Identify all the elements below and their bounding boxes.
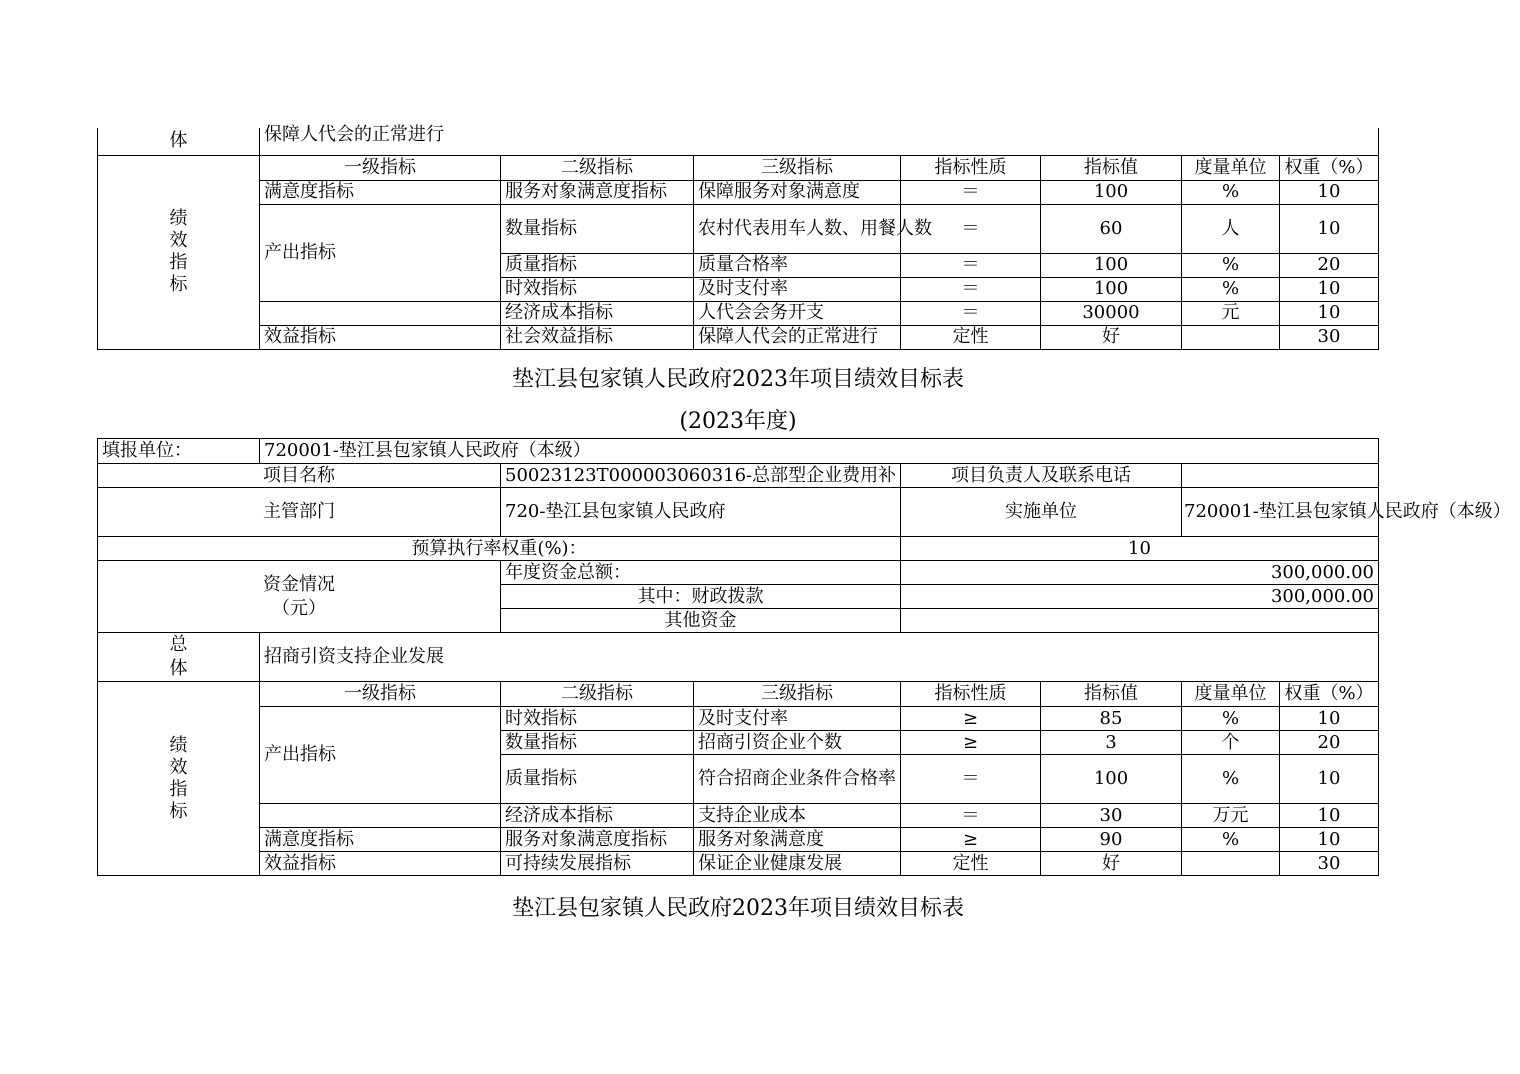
cell-nature: ＝ [901, 204, 1041, 253]
cell-value: 好 [1041, 852, 1182, 876]
budget-rate-value: 10 [901, 537, 1379, 561]
cell-level3: 符合招商企业条件合格率 [694, 755, 901, 804]
page-subtitle: (2023年度) [679, 409, 797, 434]
cell-unit: 万元 [1182, 804, 1280, 828]
cell-weight: 10 [1280, 301, 1379, 325]
cell-level2: 可持续发展指标 [501, 852, 694, 876]
cell-nature: ＝ [901, 180, 1041, 204]
cell-unit: 元 [1182, 301, 1280, 325]
header-value: 指标值 [1041, 682, 1182, 707]
header-nature: 指标性质 [901, 155, 1041, 180]
cell-value: 85 [1041, 707, 1182, 731]
project-contact-value [1182, 464, 1379, 488]
cell-level3: 保障服务对象满意度 [694, 180, 901, 204]
cell-weight: 10 [1280, 180, 1379, 204]
cell-nature: ＝ [901, 804, 1041, 828]
table-row [98, 301, 1379, 325]
overall-goal-text: 保障人代会的正常进行 [260, 128, 1379, 155]
overall-goal-text: 招商引资支持企业发展 [260, 633, 1379, 682]
cell-level2: 服务对象满意度指标 [501, 828, 694, 852]
cell-weight: 10 [1280, 204, 1379, 253]
cell-value: 30000 [1041, 301, 1182, 325]
funds-fiscal-value: 300,000.00 [901, 585, 1379, 609]
cell-value: 好 [1041, 325, 1182, 349]
cell-level1 [260, 301, 501, 325]
funds-label: 资金情况 （元） [98, 561, 501, 633]
cell-weight: 30 [1280, 325, 1379, 349]
cell-level2: 社会效益指标 [501, 325, 694, 349]
cell-level1: 产出指标 [260, 204, 501, 301]
header-level1: 一级指标 [260, 682, 501, 707]
cell-level2: 经济成本指标 [501, 804, 694, 828]
performance-indicator-label: 绩 效 指 标 [98, 155, 260, 349]
cell-unit: 个 [1182, 731, 1280, 755]
header-weight: 权重（%） [1280, 682, 1379, 707]
cell-level3: 支持企业成本 [694, 804, 901, 828]
cell-value: 100 [1041, 755, 1182, 804]
cell-value: 90 [1041, 828, 1182, 852]
cell-level1: 满意度指标 [260, 180, 501, 204]
cell-nature: ≥ [901, 707, 1041, 731]
cell-level1: 效益指标 [260, 325, 501, 349]
performance-table-previous [97, 124, 1379, 350]
cell-level3: 保证企业健康发展 [694, 852, 901, 876]
header-unit: 度量单位 [1182, 155, 1280, 180]
cell-value: 100 [1041, 277, 1182, 301]
cell-level2: 质量指标 [501, 755, 694, 804]
cell-value: 3 [1041, 731, 1182, 755]
header-level2: 二级指标 [501, 155, 694, 180]
table-row [98, 180, 1379, 204]
overall-goal-label: 体 [98, 128, 260, 155]
cell-weight: 10 [1280, 804, 1379, 828]
table-row [98, 804, 1379, 828]
cell-unit: % [1182, 828, 1280, 852]
cell-weight: 10 [1280, 828, 1379, 852]
project-name-value: 50023123T000003060316-总部型企业费用补 [501, 464, 901, 488]
cell-unit: % [1182, 180, 1280, 204]
project-contact-label: 项目负责人及联系电话 [901, 464, 1182, 488]
table-row [98, 707, 1379, 731]
fill-unit-label: 填报单位： [98, 439, 260, 464]
cell-weight: 20 [1280, 731, 1379, 755]
cell-unit: 人 [1182, 204, 1280, 253]
funds-fiscal-label: 其中：财政拨款 [501, 585, 901, 609]
cell-nature: ＝ [901, 755, 1041, 804]
cell-nature: 定性 [901, 325, 1041, 349]
cell-level1: 满意度指标 [260, 828, 501, 852]
funds-total-label: 年度资金总额： [501, 561, 901, 585]
cell-level2: 数量指标 [501, 731, 694, 755]
cell-level2: 时效指标 [501, 707, 694, 731]
cell-unit: % [1182, 277, 1280, 301]
header-level3: 三级指标 [694, 682, 901, 707]
cell-unit: % [1182, 707, 1280, 731]
cell-unit: % [1182, 253, 1280, 277]
header-level3: 三级指标 [694, 155, 901, 180]
header-value: 指标值 [1041, 155, 1182, 180]
cell-nature: ＝ [901, 253, 1041, 277]
cell-unit [1182, 325, 1280, 349]
cell-weight: 30 [1280, 852, 1379, 876]
cell-nature: 定性 [901, 852, 1041, 876]
cell-level2: 服务对象满意度指标 [501, 180, 694, 204]
cell-level3: 农村代表用车人数、用餐人数 [694, 204, 901, 253]
cell-level2: 数量指标 [501, 204, 694, 253]
cell-weight: 10 [1280, 707, 1379, 731]
cell-nature: ＝ [901, 301, 1041, 325]
cell-unit [1182, 852, 1280, 876]
header-level2: 二级指标 [501, 682, 694, 707]
budget-rate-label: 预算执行率权重(%)： [98, 537, 901, 561]
performance-table [97, 438, 1511, 876]
cell-level3: 及时支付率 [694, 277, 901, 301]
cell-level1 [260, 804, 501, 828]
cell-level3: 保障人代会的正常进行 [694, 325, 901, 349]
cell-value: 30 [1041, 804, 1182, 828]
cell-level3: 质量合格率 [694, 253, 901, 277]
header-nature: 指标性质 [901, 682, 1041, 707]
funds-other-value [901, 609, 1379, 633]
project-name-label: 项目名称 [98, 464, 501, 488]
performance-indicator-label: 绩 效 指 标 [98, 682, 260, 876]
overall-goal-label: 总 体 [98, 633, 260, 682]
cell-level3: 招商引资企业个数 [694, 731, 901, 755]
cell-level1: 效益指标 [260, 852, 501, 876]
cell-nature: ＝ [901, 277, 1041, 301]
impl-unit-label: 实施单位 [901, 488, 1182, 537]
dept-label: 主管部门 [98, 488, 501, 537]
table-row [98, 204, 1379, 253]
funds-other-label: 其他资金 [501, 609, 901, 633]
cell-value: 100 [1041, 180, 1182, 204]
cell-weight: 10 [1280, 277, 1379, 301]
cell-level3: 及时支付率 [694, 707, 901, 731]
cell-value: 60 [1041, 204, 1182, 253]
cell-value: 100 [1041, 253, 1182, 277]
cell-level1: 产出指标 [260, 707, 501, 804]
header-weight: 权重（%） [1280, 155, 1379, 180]
header-unit: 度量单位 [1182, 682, 1280, 707]
impl-unit-value: 720001-垫江县包家镇人民政府（本级） [1182, 488, 1379, 537]
dept-value: 720-垫江县包家镇人民政府 [501, 488, 901, 537]
cell-weight: 20 [1280, 253, 1379, 277]
cell-nature: ≥ [901, 828, 1041, 852]
header-level1: 一级指标 [260, 155, 501, 180]
cell-unit: % [1182, 755, 1280, 804]
next-page-title: 垫江县包家镇人民政府2023年项目绩效目标表 [512, 896, 964, 921]
cell-level2: 时效指标 [501, 277, 694, 301]
cell-level3: 人代会会务开支 [694, 301, 901, 325]
table-row [98, 852, 1379, 876]
fill-unit-value: 720001-垫江县包家镇人民政府（本级） [260, 439, 1379, 464]
funds-total-value: 300,000.00 [901, 561, 1379, 585]
table-row [98, 325, 1379, 349]
page-title: 垫江县包家镇人民政府2023年项目绩效目标表 [512, 367, 964, 392]
cell-level3: 服务对象满意度 [694, 828, 901, 852]
cell-nature: ≥ [901, 731, 1041, 755]
cell-weight: 10 [1280, 755, 1379, 804]
table-row [98, 828, 1379, 852]
cell-level2: 经济成本指标 [501, 301, 694, 325]
cell-level2: 质量指标 [501, 253, 694, 277]
